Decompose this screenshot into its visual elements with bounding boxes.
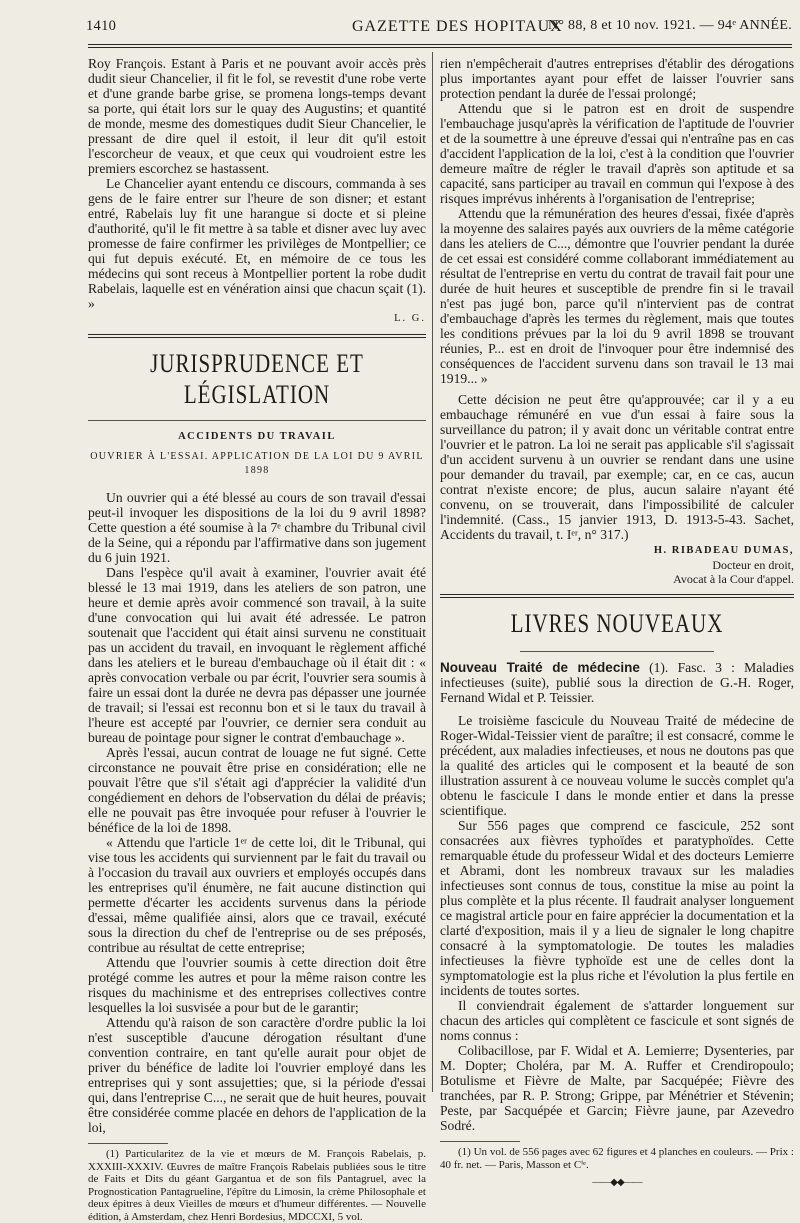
footnote-rule	[440, 1141, 520, 1142]
review-paragraph: Colibacillose, par F. Widal et A. Lemierre; Dysenteries, par M. Dopter; Choléra, par M. A. Ruffer et Crendiropoulo; Botulisme et Fièvre de Malte, par Sacquépée; Fièvre des tranchées, par R. P. Strong; Grippe, par Ménétrier et Stévenin; Peste, par Sacquépée et Garcin; Fièvre jaune, par Azevedro Sodré.	[440, 1043, 794, 1133]
author-name: H. RIBADEAU DUMAS,	[653, 545, 794, 556]
ornament: ——◆◆——	[592, 1177, 642, 1188]
body-paragraph: « Attendu que l'article 1ᵉʳ de cette loi, dit le Tribunal, qui vise tous les accidents qui surviennent par le fait du travail ou à l'occasion du travail aux ouvriers et employés occupés dans les entreprises qu'il énumère, ne fait aucune distinction qui permette d'écarter les accidents survenus dans la période d'essai, même qualifiée ainsi, alors que ce travail, exécuté sous la direction du chef de l'entreprise ou de ses préposés, contribue au résultat de cette entreprise;	[88, 835, 426, 955]
issue-info: N° 88, 8 et 10 nov. 1921. — 94ᵉ ANNÉE.	[547, 18, 792, 33]
section-title-livres: LIVRES NOUVEAUX	[510, 608, 724, 638]
author-signature	[440, 544, 794, 586]
intro-paragraph: Roy François. Estant à Paris et ne pouvant avoir accès près dudit sieur Chancelier, il fit le fol, se revestit d'une robe verte et d'une grande barbe grise, se promena longs-temps devant sa porte, qui était lors sur le quay des Augustins; et quantité de monde, mesme des domestiques dudit Sieur Chancelier, le pressant de dire quel il estoit, il leur dit qu'il estoit l'escorcheur de veaux, et que ceux qui voudroient estre les premiers escorchez se hastassent.	[88, 56, 426, 176]
title-rule	[520, 651, 714, 652]
body-paragraph: Attendu que la rémunération des heures d'essai, fixée d'après la moyenne des salaires payés aux ouvriers de la même catégorie dans les ateliers de C..., démontre que l'ouvrier pendant la durée de cet essai est considéré comme collaborant immédiatement au résultat de l'entreprise en vertu du contrat de travail fait pour une durée de huit heures et susceptible de prendre fin si le travail n'est pas jugé bon, parce qu'il n'intervient pas de contrat d'embauchage d'après les termes du règlement, mais que toutes les conditions prévues par la loi du 9 avril 1898 se trouvant réunies, P... est en droit de l'invoquer pour être indemnisé des conséquences de l'accident survenu dans son travail le 13 mai 1919... »	[440, 206, 794, 386]
book-heading	[440, 660, 794, 705]
right-column	[440, 56, 794, 1188]
footnote-text: (1) Un vol. de 556 pages avec 62 figures et 4 planches en couleurs. — Prix : 40 fr. net. — Paris, Masson et Cⁱᵉ.	[440, 1146, 794, 1171]
left-column	[88, 56, 426, 1223]
review-paragraph: Le troisième fascicule du Nouveau Traité de médecine de Roger-Widal-Teissier vient de paraître; il est consacré, comme le précédent, aux maladies infectieuses, et nous ne doutons pas que la qualité des articles qui le composent et la beauté de son illustration assurent à ce nouveau volume le succès complet qu'a obtenu le fascicule I dans le monde entier et dans la presse scientifique.	[440, 713, 794, 818]
section-title-jurisprudence: JURISPRUDENCE ET LÉGISLATION	[150, 348, 364, 410]
subsubheading: OUVRIER À L'ESSAI. APPLICATION DE LA LOI DU 9 AVRIL 1898	[90, 451, 424, 476]
body-paragraph: Après l'essai, aucun contrat de louage ne fut signé. Cette circonstance ne pouvait être prise en considération; elle ne pouvait l'être que s'il s'était agi d'apprécier la validité d'un congédiement en dehors de l'observation du délai de préavis; elle ne pouvait pas être invoquée pour refuser à l'ouvrier le bénéfice de la loi de 1898.	[88, 745, 426, 835]
column-divider	[432, 52, 433, 1092]
body-paragraph: Attendu qu'à raison de son caractère d'ordre public la loi n'est susceptible d'aucune dérogation résultant d'une convention contraire, en tant qu'elle aurait pour objet de priver du bénéfice de ladite loi l'ouvrier employé dans les entreprises qui y sont assujetties; que, si la période d'essai qui, dans l'entreprise C..., ne serait que de huit heures, pouvait être considérée comme placée en dehors de l'application de la loi,	[88, 1015, 426, 1135]
footnote	[440, 1146, 794, 1171]
footnote	[88, 1148, 426, 1223]
body-paragraph: Attendu que si le patron est en droit de suspendre l'embauchage jusqu'après la vérification de l'aptitude de l'ouvrier et de la soumettre à une épreuve d'essai qui n'entraîne pas en cas d'accident l'application de la loi, c'est à la condition que l'ouvrier demeure maître de régler le travail d'après son aptitude et sa capacité, sans participer au travail en commun qui l'expose à des risques imprévus inhérents à l'organisation de l'entreprise;	[440, 101, 794, 206]
page-header	[52, 18, 792, 40]
footnote-rule	[88, 1143, 168, 1144]
body-paragraph: Cette décision ne peut être qu'approuvée; car il y a eu embauchage rémunéré en vue d'un essai à faire sous la surveillance du patron; il y avait donc un véritable contrat entre l'ouvrier et le patron. La loi ne serait pas applicable s'il s'agissait d'un accident survenu à un ouvrier se rendant dans une usine pour demander du travail, par exemple; car, en ce cas, aucun contrat n'existe encore; de plus, aucun salaire n'ayant été convenu, on se trouverait, dans l'impossibilité de calculer l'indemnité. (Cass., 15 janvier 1913, D. 1913-5-43. Sachet, Accidents du travail, t. Iᵉʳ, n° 317.)	[440, 392, 794, 542]
title-rule	[88, 420, 426, 421]
page-number: 1410	[86, 18, 117, 34]
body-paragraph: Attendu que l'ouvrier soumis à cette direction doit être protégé comme les autres et pour la même raison contre les risques du machinisme et des entreprises collectives contre lesquelles la loi susvisée a pour but de le garantir;	[88, 955, 426, 1015]
header-rule-2	[88, 47, 792, 48]
review-paragraph: Il conviendrait également de s'attarder longuement sur chacun des articles qui complètent ce fascicule et sont signés de noms connus :	[440, 998, 794, 1043]
footnote-text: (1) Particularitez de la vie et mœurs de M. François Rabelais, p. XXXIII-XXXIV. Œuvres de maître François Rabelais publiées sous le titre de Faits et Dits du géant Gargantua et de son fils Pantagruel, avec la Prognostication Pantagrueline, l'épître du Limosin, la crème Philosophale et deux épitres à deux Vieilles de mœurs et d'humeur différentes. — Nouvelle édition, à Amsterdam, chez Henri Bordesius, MDCCXI, 5 vol.	[88, 1148, 426, 1223]
review-paragraph: Sur 556 pages que comprend ce fascicule, 252 sont consacrées aux fièvres typhoïdes et paratyphoïdes. Cette remarquable étude du professeur Widal et des docteurs Lemierre et Abrami, dont les nombreux travaux sur les maladies infectieuses sont connus de tous, constitue la mise au point la plus complète et la plus récente. Il faudrait analyser longuement ce magistral article pour en faire apprécier la documentation et la clarté d'exposition, mais il y a lieu de signaler le long chapitre consacré à la symptomatologie. De toutes les maladies infectieuses la fièvre typhoïde est une de celles dont la symptomatologie est la plus riche et l'évolution la plus fertile en incidents de toutes sortes.	[440, 818, 795, 998]
body-paragraph: Dans l'espèce qu'il avait à examiner, l'ouvrier avait été blessé le 13 mai 1919, dans les ateliers de son patron, une heure et demie après avoir commencé son travail, à la suite d'une convocation qui lui avait été adressée. Le patron soutenait que l'accident qui était ainsi survenu ne constituait pas un accident du travail, en invoquant le règlement affiché dans les ateliers et le bureau d'embauchage où il était dit : « après convocation verbale ou par écrit, l'ouvrier sera soumis à faire un essai dont la durée ne devra pas dépasser une journée de travail; si l'essai est reconnu bon et si le taux du travail à l'heure est accepté par l'ouvrier, ce dernier sera conduit au bureau de pointage pour signer le contrat d'embauchage ».	[88, 565, 426, 745]
intro-signature: L. G.	[394, 313, 426, 324]
section-divider	[88, 334, 426, 338]
intro-paragraph: Le Chancelier ayant entendu ce discours, commanda à ses gens de le faire entrer sur l'heure de son disner; et estant entré, Rabelais luy fit une harangue si docte et si pleine d'authorité, qu'il le fit mettre à sa table et disner avec luy avec promesse de faire confirmer les privilèges de Montpellier; ce qui fut depuis exécuté. Et, en mémoire de ce tous les médecins qui sont receus à Montpellier portent la robe dudit Rabelais, laquelle est en vénération ainsi que chacun sçait (1). »	[88, 176, 426, 311]
body-paragraph: rien n'empêcherait d'autres entreprises d'établir des dérogations plus importantes ayant pour effet de laisser l'ouvrier sans protection pendant la durée de l'essai prolongé;	[440, 56, 794, 101]
author-title: Docteur en droit,	[712, 558, 794, 572]
author-title-2: Avocat à la Cour d'appel.	[673, 572, 794, 586]
journal-title: GAZETTE DES HOPITAUX	[352, 18, 563, 35]
book-details: (1). Fasc. 3 : Maladies infectieuses (suite), publié sous la direction de G.-H. Roger, Fernand Widal et P. Teissier.	[440, 660, 794, 705]
book-title: Nouveau Traité de médecine	[440, 660, 640, 675]
section-divider	[440, 594, 794, 598]
subheading: ACCIDENTS DU TRAVAIL	[178, 431, 336, 442]
header-rule	[88, 44, 792, 45]
body-paragraph: Un ouvrier qui a été blessé au cours de son travail d'essai peut-il invoquer les dispositions de la loi du 9 avril 1898? Cette question a été soumise à la 7ᵉ chambre du Tribunal civil de la Seine, qui a répondu par l'affirmative dans son jugement du 6 juin 1921.	[88, 490, 426, 565]
